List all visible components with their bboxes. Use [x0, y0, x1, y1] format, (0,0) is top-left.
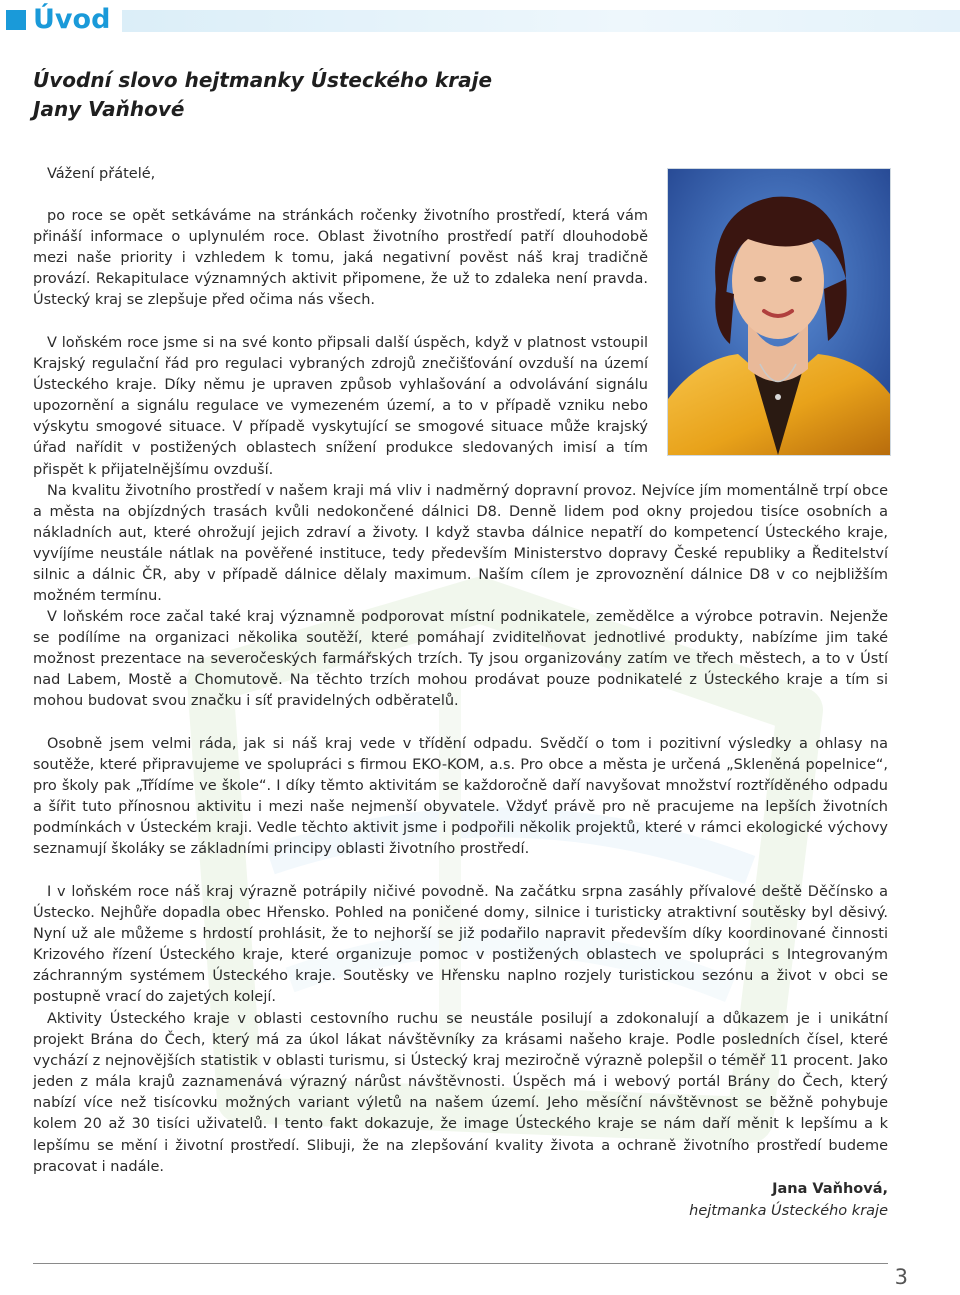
signature-name: Jana Vaňhová,	[772, 1181, 888, 1197]
section-marker-square	[6, 10, 26, 30]
title-line-1: Úvodní slovo hejtmanky Ústeckého kraje	[33, 68, 493, 92]
signature-role: hejtmanka Ústeckého kraje	[689, 1203, 888, 1219]
page-number: 3	[894, 1265, 908, 1289]
portrait-photo	[667, 168, 891, 456]
section-title: Úvod	[33, 4, 111, 35]
paragraph-7: Aktivity Ústeckého kraje v oblasti cestovního ruchu se neustále posilují a zdokonalují a důkazem je i unikátní projekt Brána do Čech, který má za úkol lákat návštěvníky za krásami našeho kraje. Podle posledních čísel, které vychází z nejnovějších statistik v oblasti turismu, si Ústecký kraj meziročně výrazně polepšil o téměř 11 procent. Jako jeden z mála krajů zaznamenává výrazný nárůst návštěvnosti. Úspěch má i webový portál Brány do Čech, který nabízí více než tisícovku možných variant výletů na našem území. Jeho měsíční návštěvnost se běžně pohybuje kolem 20 až 30 tisíci uživatelů. I tento fakt dokazuje, že image Ústeckého kraje se nám daří měnit k lepšímu a k lepšímu se mění i životní prostředí. Slibuji, že na zlepšování kvality života a ochraně životního prostředí budeme pracovat i nadále.	[33, 1011, 888, 1175]
paragraph-1: po roce se opět setkáváme na stránkách ročenky životního prostředí, která vám přináší informace o uplynulém roce. Oblast životního prostředí patří dlouhodobě mezi naše priority i vzhledem k tomu, jaká negativní pověst náš kraj tradičně provází. Rekapitulace významných aktivit připomene, že už to zdaleka není pravda. Ústecký kraj se zlepšuje před očima nás všech.	[33, 208, 648, 309]
portrait-photo-icon	[668, 169, 890, 455]
page-title	[33, 66, 633, 124]
title-line-2: Jany Vaňhové	[33, 97, 185, 121]
footer-divider	[33, 1263, 888, 1264]
paragraph-5: Osobně jsem velmi ráda, jak si náš kraj vede v třídění odpadu. Svědčí o tom i pozitivní výsledky a ohlasy na soutěže, které připravujeme ve spolupráci s firmou EKO-KOM, a.s. Pro obce a města je určená „Skleněná popelnice“, pro školy pak „Třídíme ve škole“. I díky těmto aktivitám se každoročně daří navyšovat množství roztříděného odpadu a šířit tuto přínosnou aktivitu i mezi naše nejmenší obyvatele. Vždyť právě pro ně pracujeme na lepších životních podmínkách v Ústeckém kraji. Vedle těchto aktivit jsme i podpořili několik projektů, které v rámci ekologické výchovy seznamují školáky se základními principy oblasti životního prostředí.	[33, 736, 888, 858]
header-decorative-bar	[122, 10, 960, 32]
paragraph-6: I v loňském roce náš kraj výrazně potrápily ničivé povodně. Na začátku srpna zasáhly přívalové deště Děčínsko a Ústecko. Nejhůře dopadla obec Hřensko. Pohled na poničené domy, silnice i turisticky atraktivní soutěsky byl děsivý. Nyní už ale můžeme s hrdostí prohlásit, že to nejhorší se již podařilo napravit především díky koordinované činnosti Krizového řízení Ústeckého kraje, které organizuje pomoc v postižených oblastech ve spolupráci s Integrovaným záchranným systémem Ústeckého kraje. Soutěsky ve Hřensku naplno rozjely turistickou sezónu a život v obci se postupně vrací do zajetých kolejí.	[33, 884, 888, 1006]
paragraph-3: Na kvalitu životního prostředí v našem kraji má vliv i nadměrný dopravní provoz. Nejvíce jím momentálně trpí obce a města na objízdných trasách kvůli nedokončené dálnici D8. Denně lidem pod okny projedou tisíce osobních a nákladních aut, které ohrožují jejich zdraví a životy. I když stavba dálnice nepatří do kompetencí Ústeckého kraje, vyvíjíme neustále nátlak na pověřené instituce, tedy především Ministerstvo dopravy České republiky a Ředitelství silnic a dálnic ČR, aby v případě dálnice dělaly maximum. Naším cílem je zprovoznění dálnice D8 v co nejbližším možném termínu.	[33, 483, 888, 605]
section-header	[0, 3, 960, 35]
signature-block	[689, 1178, 888, 1222]
paragraph-2: V loňském roce jsme si na své konto připsali další úspěch, když v platnost vstoupil Krajský regulační řád pro regulaci vybraných zdrojů znečišťování ovzduší na území Ústeckého kraje. Díky němu je upraven způsob vyhlašování a odvolávání signálu upozornění a signálu regulace ve vymezeném území, a to v případě vzniku nebo výskytu smogové situace. V případě vyskytující se smogové situace může krajský úřad nařídit v postižených oblastech snížení produkce sledovaných imisí a tím přispět k přijatelnějšímu ovzduší.	[33, 335, 648, 478]
salutation: Vážení přátelé,	[47, 166, 156, 182]
paragraph-4: V loňském roce začal také kraj významně podporovat místní podnikatele, zemědělce a výrobce potravin. Nejenže se podílíme na organizaci několika soutěží, které pomáhají zviditelňovat jednotlivé produkty, nabízíme jim také možnost prezentace na severočeských farmářských trzích. Ty jsou organizovány zatím ve třech městech, a to v Ústí nad Labem, Mostě a Chomutově. Na těchto trzích mohou prodávat pouze podnikatelé z Ústeckého kraje a tím si mohou budovat svou značku i síť pravidelných odběratelů.	[33, 609, 888, 710]
